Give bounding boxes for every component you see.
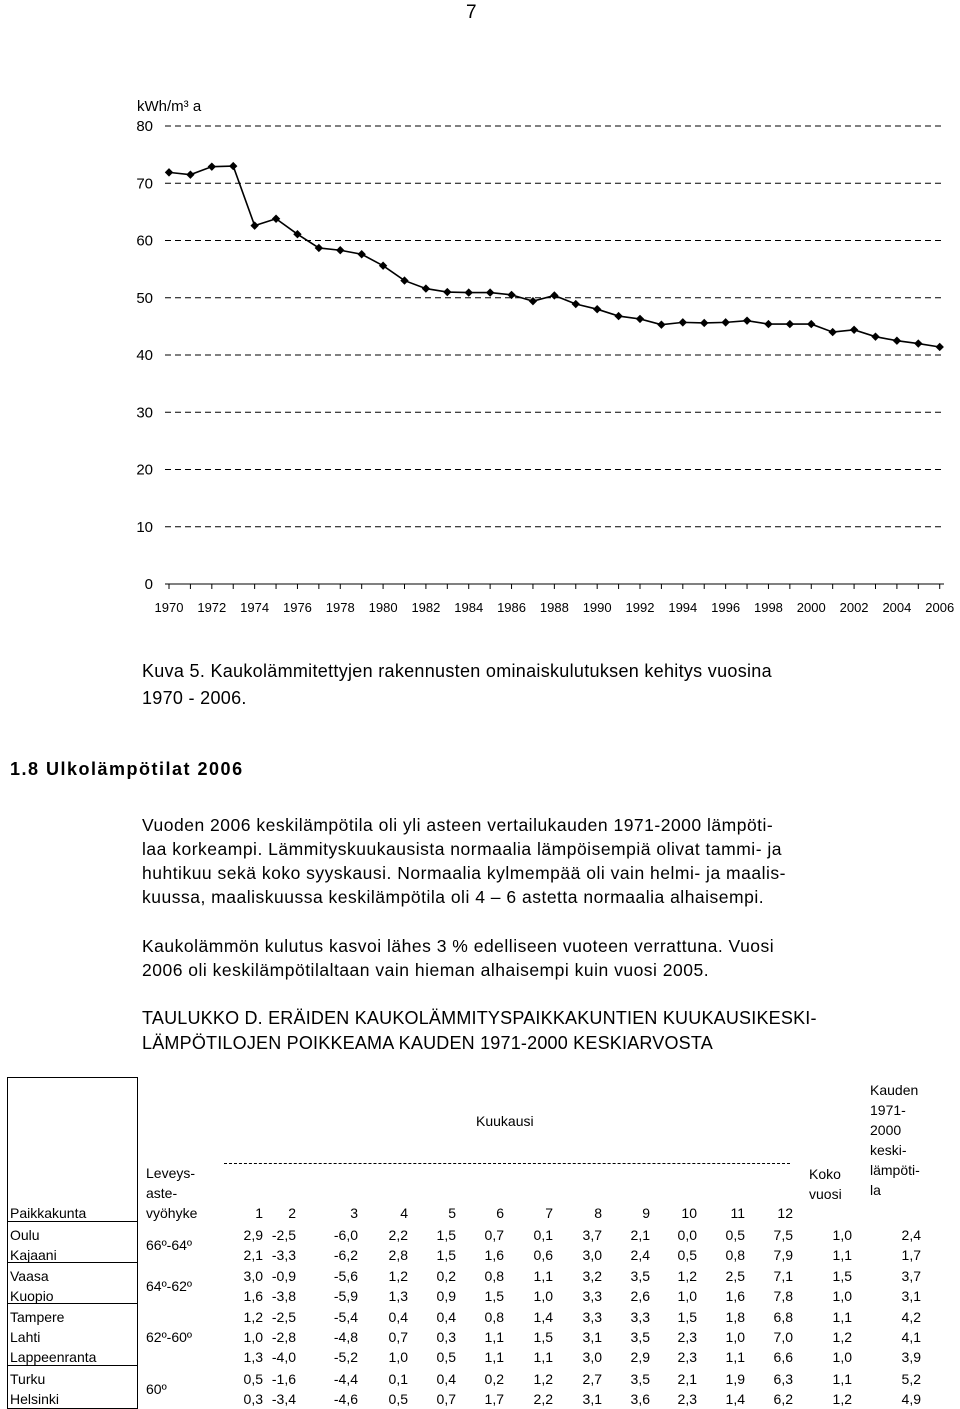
data-point-marker [315, 244, 323, 252]
table-cell-month: 2,1 [243, 1247, 263, 1263]
table-cell-period: 3,7 [901, 1268, 921, 1284]
month-number-8: 8 [594, 1205, 602, 1221]
table-cell-month: 3,6 [630, 1391, 650, 1407]
table-cell-month: 1,2 [677, 1268, 697, 1284]
table-cell-month: 1,9 [725, 1371, 745, 1387]
table-cell-month: 0,2 [484, 1371, 504, 1387]
x-tick-label: 1970 [154, 600, 184, 615]
data-point-marker [786, 320, 794, 328]
month-number-5: 5 [448, 1205, 456, 1221]
table-cell-period: 5,2 [901, 1371, 921, 1387]
table-cell-month: 0,1 [388, 1371, 408, 1387]
x-tick-label: 1996 [711, 600, 741, 615]
y-tick-label: 20 [136, 461, 153, 479]
y-tick-label: 80 [136, 118, 153, 135]
table-cell-month: 2,4 [630, 1247, 650, 1263]
data-point-marker [357, 250, 365, 258]
data-point-marker [936, 343, 944, 351]
table-cell-month: 1,4 [725, 1391, 745, 1407]
table-cell-month: -6,0 [333, 1227, 358, 1243]
table-cell-year: 1,0 [832, 1227, 852, 1243]
table-cell-year: 1,1 [832, 1247, 852, 1263]
table-cell-month: -3,8 [271, 1288, 296, 1304]
table-cell-month: 2,3 [677, 1329, 697, 1345]
table-cell-year: 1,0 [832, 1349, 852, 1365]
table-cell-period: 4,1 [901, 1329, 921, 1345]
table-cell-month: 1,6 [484, 1247, 504, 1263]
table-cell-place: Oulu [10, 1227, 40, 1243]
table-cell-month: -2,8 [271, 1329, 296, 1345]
table-cell-place: Tampere [10, 1309, 65, 1325]
month-header-rule [224, 1163, 790, 1164]
table-cell-year: 1,1 [832, 1371, 852, 1387]
x-tick-label: 2002 [839, 600, 869, 615]
temperature-deviation-table [0, 1077, 960, 1409]
table-cell-year: 1,1 [832, 1309, 852, 1325]
table-title [142, 1006, 817, 1056]
table-cell-month: 3,1 [582, 1329, 602, 1345]
data-point-marker [443, 288, 451, 296]
month-number-11: 11 [730, 1205, 745, 1221]
data-point-marker [828, 328, 836, 336]
table-border-left [7, 1077, 8, 1409]
paragraph-2-line: Kaukolämmön kulutus kasvoi lähes 3 % edelliseen vuoteen verrattuna. Vuosi [142, 936, 775, 956]
table-cell-month: 1,5 [436, 1227, 456, 1243]
table-cell-month: 1,3 [243, 1349, 263, 1365]
y-axis-label: kWh/m³ a [137, 98, 202, 115]
table-cell-place: Lahti [10, 1329, 41, 1345]
header-period-line: 1971- [870, 1102, 906, 1118]
table-cell-month: 2,2 [533, 1391, 553, 1407]
x-tick-label: 2004 [882, 600, 912, 615]
data-point-marker [871, 332, 879, 340]
table-cell-month: 1,1 [484, 1349, 504, 1365]
data-point-marker [679, 318, 687, 326]
table-cell-month: 3,0 [243, 1268, 263, 1284]
section-heading: 1.8 Ulkolämpötilat 2006 [10, 759, 244, 779]
series-polyline [169, 166, 940, 347]
data-point-marker [186, 170, 194, 178]
header-year-line: vuosi [809, 1186, 842, 1202]
table-cell-month: 1,3 [388, 1288, 408, 1304]
table-cell-year: 1,2 [832, 1391, 852, 1407]
data-point-marker [636, 315, 644, 323]
table-cell-month: 6,3 [773, 1371, 793, 1387]
header-year [809, 1164, 842, 1204]
table-cell-month: 0,0 [677, 1227, 697, 1243]
data-point-marker [743, 316, 751, 324]
data-point-marker [250, 221, 258, 229]
table-cell-month: 3,3 [582, 1309, 602, 1325]
table-cell-month: 0,5 [388, 1391, 408, 1407]
table-cell-month: 7,5 [773, 1227, 793, 1243]
table-cell-month: 0,4 [436, 1371, 456, 1387]
x-tick-label: 1984 [454, 600, 484, 615]
table-cell-month: 1,1 [533, 1268, 553, 1284]
table-cell-period: 2,4 [901, 1227, 921, 1243]
table-cell-month: -0,9 [271, 1268, 296, 1284]
data-point-marker [422, 284, 430, 292]
table-cell-month: 2,9 [630, 1349, 650, 1365]
data-point-marker [165, 168, 173, 176]
table-cell-place: Lappeenranta [10, 1349, 97, 1365]
x-tick-label: 1992 [625, 600, 655, 615]
table-cell-zone: 64º-62º [146, 1278, 193, 1294]
table-cell-month: 2,7 [582, 1371, 602, 1387]
table-cell-month: 0,8 [484, 1268, 504, 1284]
data-point-marker [657, 320, 665, 328]
table-title-line: LÄMPÖTILOJEN POIKKEAMA KAUDEN 1971-2000 KESKIARVOSTA [142, 1033, 713, 1053]
table-cell-year: 1,5 [832, 1268, 852, 1284]
y-tick-label: 40 [136, 347, 153, 364]
table-cell-period: 1,7 [901, 1247, 921, 1263]
header-zone-line: vyöhyke [146, 1205, 198, 1221]
table-cell-month: 1,6 [243, 1288, 263, 1304]
month-number-12: 12 [777, 1205, 793, 1221]
data-point-marker [229, 162, 237, 170]
header-period-line: keski- [870, 1142, 907, 1158]
data-point-marker [893, 336, 901, 344]
table-cell-month: 1,0 [533, 1288, 553, 1304]
table-cell-month: 3,7 [582, 1227, 602, 1243]
table-cell-month: 3,0 [582, 1247, 602, 1263]
table-cell-month: -1,6 [271, 1371, 296, 1387]
table-cell-month: 0,7 [388, 1329, 408, 1345]
x-tick-label: 1986 [497, 600, 527, 615]
header-place: Paikkakunta [10, 1205, 87, 1221]
table-cell-year: 1,0 [832, 1288, 852, 1304]
table-cell-month: 0,3 [243, 1391, 263, 1407]
table-cell-month: 3,2 [582, 1268, 602, 1284]
table-cell-month: 2,3 [677, 1391, 697, 1407]
table-cell-month: 3,0 [582, 1349, 602, 1365]
paragraph-2-line: 2006 oli keskilämpötilaltaan vain hieman alhaisempi kuin vuosi 2005. [142, 960, 710, 980]
y-tick-label: 60 [136, 232, 153, 250]
table-cell-month: 1,2 [243, 1309, 263, 1325]
table-cell-month: 1,7 [484, 1391, 504, 1407]
table-cell-month: 1,0 [388, 1349, 408, 1365]
header-period-line: la [870, 1182, 881, 1198]
x-tick-label: 2000 [796, 600, 826, 615]
paragraph-1-line: kuussa, maaliskuussa keskilämpötila oli 4 – 6 astetta normaalia alhaisempi. [142, 887, 765, 907]
data-point-marker [572, 300, 580, 308]
table-cell-month: 0,5 [677, 1247, 697, 1263]
table-cell-month: 1,0 [243, 1329, 263, 1345]
table-cell-month: 0,5 [725, 1227, 745, 1243]
data-point-marker [336, 246, 344, 254]
table-cell-place: Vaasa [10, 1268, 49, 1284]
table-cell-month: 1,2 [533, 1371, 553, 1387]
consumption-line-chart [0, 80, 960, 620]
data-point-marker [807, 320, 815, 328]
x-tick-label: 1976 [282, 600, 312, 615]
x-axis [165, 584, 944, 589]
data-point-marker [764, 320, 772, 328]
table-cell-month: 3,5 [630, 1268, 650, 1284]
table-cell-month: 1,5 [677, 1309, 697, 1325]
paragraph-1-line: laa korkeampi. Lämmityskuukausista normaalia lämpöisempiä olivat tammi- ja [142, 839, 783, 859]
table-cell-month: -5,4 [333, 1309, 358, 1325]
x-tick-label: 1974 [240, 600, 270, 615]
table-cell-month: 6,8 [773, 1309, 793, 1325]
table-cell-month: 2,5 [725, 1268, 745, 1284]
table-cell-month: 3,5 [630, 1371, 650, 1387]
paragraph-1 [142, 813, 786, 909]
table-cell-month: -3,4 [271, 1391, 296, 1407]
data-point-marker [721, 318, 729, 326]
table-cell-month: 3,5 [630, 1329, 650, 1345]
table-cell-month: 1,1 [725, 1349, 745, 1365]
table-cell-month: 1,5 [533, 1329, 553, 1345]
chart-grid [165, 126, 944, 527]
table-cell-zone: 62º-60º [146, 1329, 193, 1345]
table-cell-month: 2,3 [677, 1349, 697, 1365]
table-cell-month: -4,8 [333, 1329, 358, 1345]
table-cell-month: 0,9 [436, 1288, 456, 1304]
x-tick-label: 1972 [197, 600, 227, 615]
data-point-marker [614, 312, 622, 320]
data-point-marker [486, 288, 494, 296]
y-tick-label: 0 [144, 576, 153, 593]
table-cell-month: 7,0 [773, 1329, 793, 1345]
table-cell-month: 3,3 [630, 1309, 650, 1325]
x-tick-label: 1994 [668, 600, 698, 615]
y-tick-labels [136, 118, 153, 593]
table-cell-period: 4,9 [901, 1391, 921, 1407]
table-cell-month: 0,8 [725, 1247, 745, 1263]
data-point-marker [850, 326, 858, 334]
table-cell-month: 1,0 [725, 1329, 745, 1345]
table-cell-month: 3,1 [582, 1391, 602, 1407]
month-number-10: 10 [681, 1205, 697, 1221]
x-tick-label: 2006 [925, 600, 955, 615]
table-cell-year: 1,2 [832, 1329, 852, 1345]
table-cell-month: 1,5 [484, 1288, 504, 1304]
table-cell-month: 1,1 [533, 1349, 553, 1365]
x-tick-label: 1998 [753, 600, 783, 615]
figure-caption-line-1: Kuva 5. Kaukolämmitettyjen rakennusten ominaiskulutuksen kehitys vuosina [142, 661, 772, 681]
month-number-9: 9 [642, 1205, 650, 1221]
table-cell-month: 1,8 [725, 1309, 745, 1325]
table-cell-month: 0,5 [436, 1349, 456, 1365]
table-cell-month: -3,3 [271, 1247, 296, 1263]
header-zone [146, 1163, 197, 1223]
table-cell-month: 2,2 [388, 1227, 408, 1243]
table-cell-month: -4,4 [333, 1371, 358, 1387]
table-cell-month: 0,3 [436, 1329, 456, 1345]
table-cell-month: 0,7 [484, 1227, 504, 1243]
data-point-marker [465, 288, 473, 296]
header-months: Kuukausi [476, 1113, 534, 1129]
y-tick-label: 50 [136, 289, 153, 307]
table-cell-month: 0,4 [436, 1309, 456, 1325]
table-cell-month: 7,8 [773, 1288, 793, 1304]
paragraph-1-line: Vuoden 2006 keskilämpötila oli yli asteen vertailukauden 1971-2000 lämpöti- [142, 815, 774, 835]
table-cell-month: -4,0 [271, 1349, 296, 1365]
month-number-3: 3 [350, 1205, 358, 1221]
x-tick-label: 1978 [325, 600, 355, 615]
table-cell-month: 7,1 [773, 1268, 793, 1284]
table-cell-month: 7,9 [773, 1247, 793, 1263]
table-cell-month: -4,6 [333, 1391, 358, 1407]
table-cell-month: 0,1 [533, 1227, 553, 1243]
table-cell-month: 1,4 [533, 1309, 553, 1325]
paragraph-2 [142, 934, 774, 982]
table-cell-month: -2,5 [271, 1309, 296, 1325]
header-period [870, 1080, 920, 1200]
table-cell-month: 1,6 [725, 1288, 745, 1304]
header-zone-line: Leveys- [146, 1165, 196, 1181]
page-number: 7 [466, 2, 477, 23]
table-cell-month: 1,2 [388, 1268, 408, 1284]
y-tick-label: 30 [136, 404, 153, 422]
header-year-line: Koko [809, 1166, 841, 1182]
header-period-line: Kauden [870, 1082, 919, 1098]
data-point-marker [593, 305, 601, 313]
x-tick-label: 1990 [582, 600, 612, 615]
table-cell-month: -5,2 [333, 1349, 358, 1365]
table-cell-month: 1,0 [677, 1288, 697, 1304]
figure-caption-line-2: 1970 - 2006. [142, 688, 247, 708]
table-cell-month: 2,8 [388, 1247, 408, 1263]
series-line [165, 162, 944, 351]
table-divider [137, 1077, 138, 1409]
x-tick-labels [155, 600, 955, 615]
table-cell-place: Helsinki [10, 1391, 60, 1407]
table-cell-month: -5,9 [333, 1288, 358, 1304]
table-cell-month: 0,8 [484, 1309, 504, 1325]
x-tick-label: 1980 [368, 600, 398, 615]
header-period-line: lämpöti- [870, 1162, 920, 1178]
month-number-1: 1 [255, 1205, 263, 1221]
table-cell-month: 6,6 [773, 1349, 793, 1365]
table-cell-month: 2,1 [677, 1371, 697, 1387]
month-number-4: 4 [400, 1205, 408, 1221]
table-border-top [7, 1077, 137, 1078]
table-cell-period: 4,2 [901, 1309, 921, 1325]
x-tick-label: 1982 [411, 600, 441, 615]
table-cell-month: 0,7 [436, 1391, 456, 1407]
table-cell-month: -6,2 [333, 1247, 358, 1263]
table-cell-month: 0,2 [436, 1268, 456, 1284]
table-cell-month: 1,1 [484, 1329, 504, 1345]
table-cell-zone: 66º-64º [146, 1237, 193, 1253]
month-number-6: 6 [496, 1205, 504, 1221]
table-cell-month: 2,1 [630, 1227, 650, 1243]
table-cell-period: 3,1 [901, 1288, 921, 1304]
table-cell-period: 3,9 [901, 1349, 921, 1365]
table-cell-place: Kajaani [10, 1247, 57, 1263]
data-point-marker [700, 319, 708, 327]
table-cell-month: 0,4 [388, 1309, 408, 1325]
header-period-line: 2000 [870, 1122, 902, 1138]
table-cell-month: 0,6 [533, 1247, 553, 1263]
table-cell-month: 1,5 [436, 1247, 456, 1263]
data-point-marker [208, 162, 216, 170]
table-cell-month: 3,3 [582, 1288, 602, 1304]
table-cell-place: Turku [10, 1371, 46, 1387]
table-cell-month: 6,2 [773, 1391, 793, 1407]
y-tick-label: 70 [136, 175, 153, 193]
table-cell-month: 2,6 [630, 1288, 650, 1304]
table-cell-place: Kuopio [10, 1288, 54, 1304]
y-tick-label: 10 [136, 518, 153, 536]
table-cell-month: -5,6 [333, 1268, 358, 1284]
month-number-2: 2 [288, 1205, 296, 1221]
header-zone-line: aste- [146, 1185, 178, 1201]
table-cell-month: -2,5 [271, 1227, 296, 1243]
paragraph-1-line: huhtikuu sekä koko syyskausi. Normaalia kylmempää oli vain helmi- ja maalis- [142, 863, 786, 883]
table-cell-month: 2,9 [243, 1227, 263, 1243]
x-tick-label: 1988 [539, 600, 569, 615]
table-cell-month: 0,5 [243, 1371, 263, 1387]
table-cell-zone: 60º [146, 1381, 167, 1397]
data-point-marker [914, 339, 922, 347]
data-point-marker [550, 291, 558, 299]
table-title-line: TAULUKKO D. ERÄIDEN KAUKOLÄMMITYSPAIKKAKUNTIEN KUUKAUSIKESKI- [142, 1008, 817, 1028]
month-number-7: 7 [545, 1205, 553, 1221]
